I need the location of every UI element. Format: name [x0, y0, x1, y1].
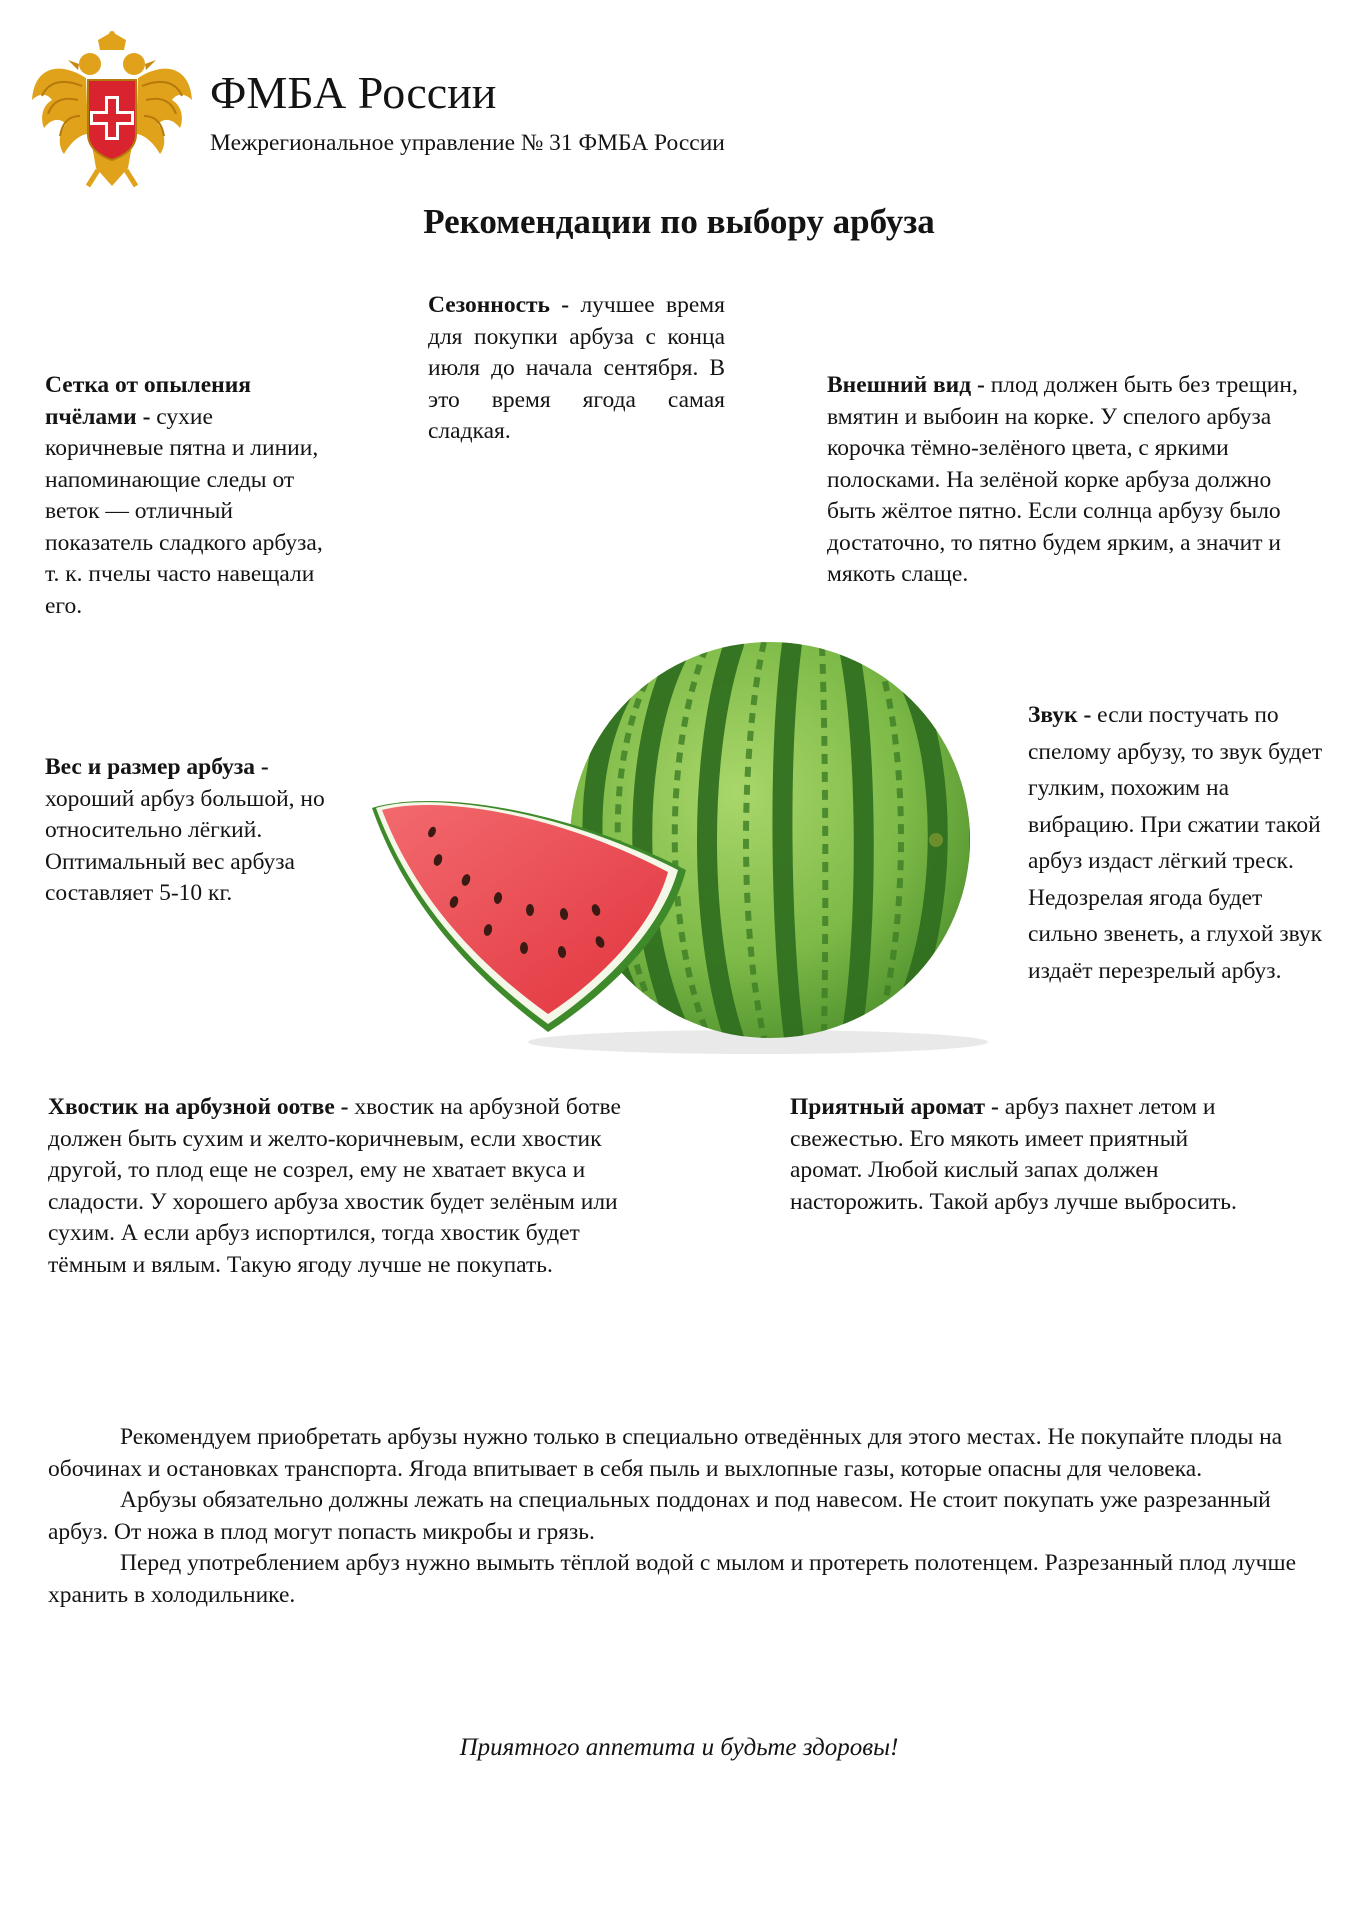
tip-seasonality: [428, 290, 725, 448]
recommendation-paragraph: Арбузы обязательно должны лежать на специальных поддонах и под навесом. Не стоит покупать уже разрезанный арбуз. От ножа в плод могут попасть микробы и грязь.: [48, 1487, 1271, 1545]
tip-sound: [1028, 697, 1333, 989]
closing-wish: Приятного аппетита и будьте здоровы!: [459, 1734, 899, 1761]
tip-label: Внешний вид -: [827, 372, 985, 398]
double-headed-eagle-emblem-icon: [28, 30, 196, 190]
watermelon-illustration-icon: [368, 640, 992, 1060]
tip-label: Вес и размер арбуза -: [45, 754, 269, 780]
tip-bee-mesh: [45, 370, 328, 622]
recommendation-paragraph: Перед употреблением арбуз нужно вымыть тёплой водой с мылом и протереть полотенцем. Разрезанный плод лучше хранить в холодильнике.: [48, 1550, 1297, 1608]
tip-appearance: [827, 370, 1317, 591]
tip-label: Сезонность -: [428, 292, 570, 318]
page-title: Рекомендации по выбору арбуза: [423, 202, 935, 241]
tip-text: если постучать по спелому арбузу, то звук будет гулким, похожим на вибрацию. При сжатии такой арбуз издаст лёгкий треск. Недозрелая ягода будет сильно звенеть, а глухой звук издаёт перезрелый арбуз.: [1028, 702, 1323, 984]
tip-tail: [48, 1092, 628, 1281]
tip-text: сухие коричневые пятна и линии, напоминающие следы от веток — отличный показатель сладкого арбуза, т. к. пчелы часто навещали его.: [45, 403, 323, 619]
organization-subtitle: Межрегиональное управление № 31 ФМБА России: [210, 130, 725, 156]
organization-title: ФМБА России: [210, 67, 497, 118]
tip-aroma: [790, 1092, 1260, 1218]
tip-weight: [45, 752, 328, 910]
tip-label: Сетка от опыления пчёлами -: [45, 372, 251, 430]
recommendation-paragraph: Рекомендуем приобретать арбузы нужно только в специально отведённых для этого местах. Не покупайте плоды на обочинах и остановках транспорта. Ягода впитывает в себя пыль и выхлопные газы, которые опасны для человека.: [48, 1424, 1283, 1482]
tip-text: лучшее время для покупки арбуза с конца июля до начала сентября. В это время ягода самая сладкая.: [428, 292, 725, 444]
tip-label: Приятный аромат -: [790, 1094, 999, 1120]
tip-label: Звук -: [1028, 702, 1092, 728]
tip-text: хвостик на арбузной ботве должен быть сухим и желто-коричневым, если хвостик другой, то плод еще не созрел, ему не хватает вкуса и сладости. У хорошего арбуза хвостик будет зелёным или сухим. А если арбуз испортился, тогда хвостик будет тёмным и вялым. Такую ягоду лучше не покупать.: [48, 1094, 621, 1278]
tip-text: арбуз пахнет летом и свежестью. Его мякоть имеет приятный аромат. Любой кислый запах должен насторожить. Такой арбуз лучше выбросить.: [790, 1094, 1237, 1215]
tip-text: плод должен быть без трещин, вмятин и выбоин на корке. У спелого арбуза корочка тёмно-зелёного цвета, с яркими полосками. На зелёной корке арбуза должно быть жёлтое пятно. Если солнца арбузу было достаточно, то пятно будем ярким, а значит и мякоть слаще.: [827, 372, 1298, 587]
tip-text: хороший арбуз большой, но относительно лёгкий. Оптимальный вес арбуза составляет 5-10 кг.: [45, 785, 325, 906]
recommendations-section: [48, 1422, 1318, 1611]
tip-label: Хвостик на арбузной оотве -: [48, 1094, 349, 1120]
